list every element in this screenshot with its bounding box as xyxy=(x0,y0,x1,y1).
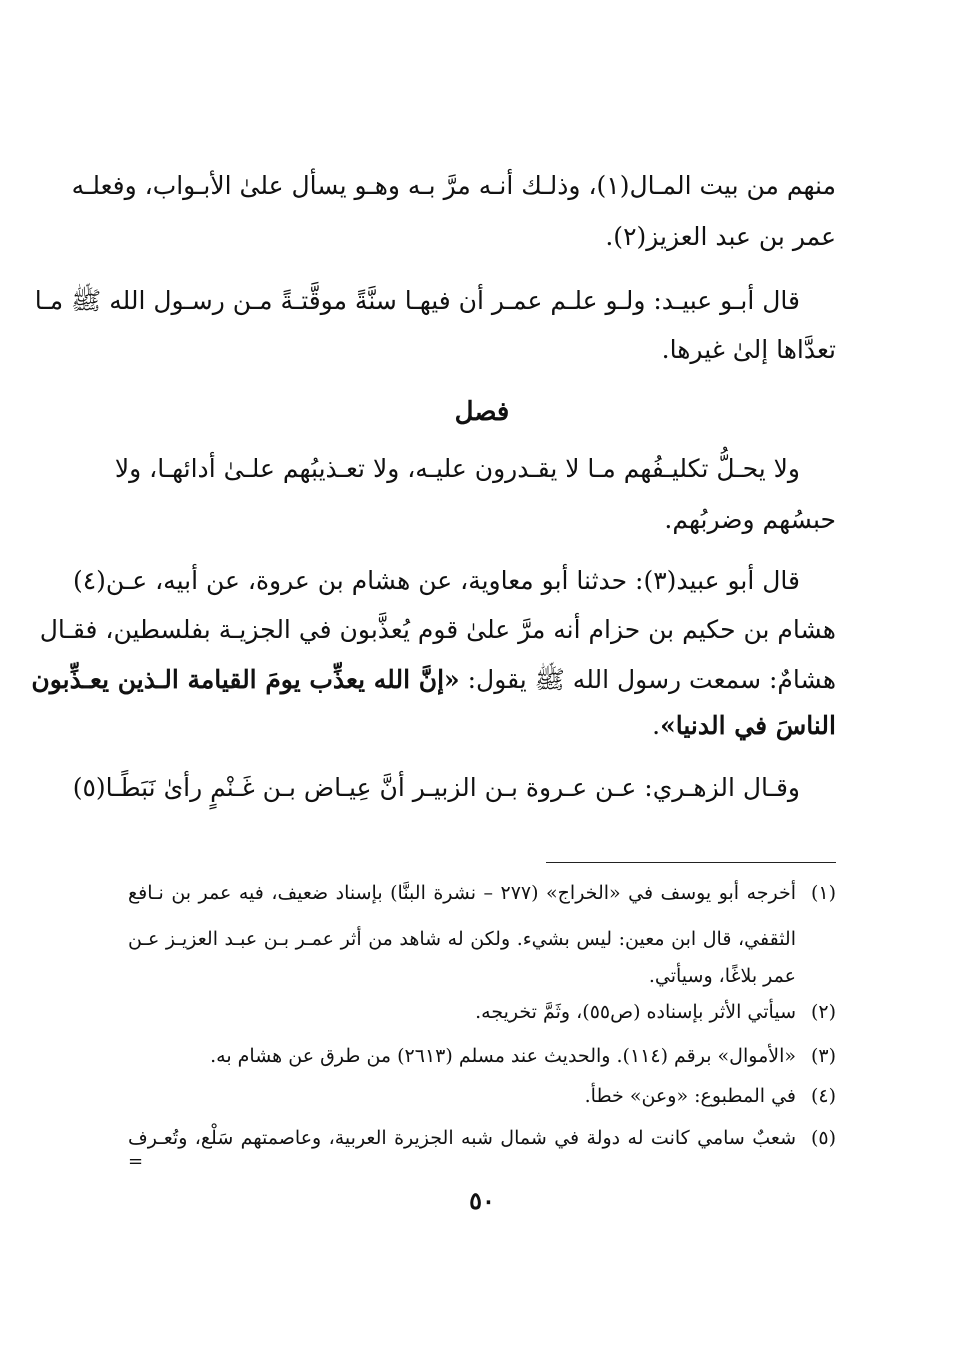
book-page xyxy=(31,0,837,1361)
paragraph-5-line-1: وقـال الزهـري: عـن عـروة بـن الزبيـر أنَّ عِيـاض بـن غَـنْمٍ رأىٰ نَبَطًـا(٥) xyxy=(72,773,800,802)
continuation-mark: = xyxy=(128,1151,144,1172)
footnote-4-text: في المطبوع: «وعن» خطأ. xyxy=(584,1085,796,1107)
section-heading: فصل xyxy=(454,397,510,427)
footnote-1-line-3: عمر بلاغًا، وسيأتي. xyxy=(648,965,796,987)
footnote-3 xyxy=(128,1040,836,1072)
paragraph-3-line-1: ولا يحـلُّ تكليـفُهم مـا لا يقـدرون عليـه، ولا تعـذيبُهم علـىٰ أدائهـا، ولا xyxy=(114,454,800,483)
footnote-1-line-2: الثقفي، قال ابن معين: ليس بشيء. ولكن له شاهد من أثر عمـر بـن عبـد العزيـز عـن xyxy=(128,928,796,950)
paragraph-2-line-1: قال أبـو عبيـد: ولـو علـم عمـر أن فيهـا سنَّةً موقَّتـةً مـن رسـول الله ﷺ مـا xyxy=(34,286,800,315)
paragraph-1-line-1: منهم من بيت المـال(١)، وذلـك أنـه مرَّ بـه وهـو يسأل علىٰ الأبـواب، وفعلـه xyxy=(71,171,836,200)
footnote-2-number: (٢) xyxy=(810,1001,836,1023)
paragraph-4-line-2: هشام بن حكيم بن حزام أنه مرَّ علىٰ قوم يُعذَّبون في الجزيـة بفلسطين، فقـال xyxy=(39,615,836,644)
paragraph-3-line-2: حبسُهم وضربُهم. xyxy=(664,505,836,534)
footnote-1-number: (١) xyxy=(810,882,837,904)
paragraph-4-line-3-text: هشامٌ: سمعت رسول الله ﷺ يقول: xyxy=(459,665,836,694)
paragraph-2-line-2: تعدَّاها إلىٰ غيرها. xyxy=(661,335,836,364)
footnote-3-text: «الأموال» برقم (١١٤). والحديث عند مسلم (٢٦١٣) من طرق عن هشام به. xyxy=(210,1045,796,1067)
footnote-2-text: سيأتي الأثر بإسناده (ص٥٥)، وثَمَّ تخريجه. xyxy=(475,1001,796,1023)
paragraph-1-line-2: عمر بن عبد العزيز(٢). xyxy=(605,222,836,251)
footnote-5-number: (٥) xyxy=(810,1127,836,1149)
footnote-3-number: (٣) xyxy=(810,1045,836,1067)
footnote-5 xyxy=(128,1122,836,1154)
footnote-4-number: (٤) xyxy=(810,1085,836,1107)
page-number: ٥٠ xyxy=(469,1186,495,1215)
paragraph-4-line-4 xyxy=(128,706,836,746)
paragraph-4-line-4-tail: . xyxy=(652,711,661,740)
footnote-1-text-1: أخرجه أبو يوسف في «الخراج» (٢٧٧ – نشرة البنَّا) بإسناد ضعيف، فيه عمر بن نـافع xyxy=(128,882,797,904)
footnote-4 xyxy=(128,1080,836,1112)
paragraph-4-line-3 xyxy=(31,660,836,700)
paragraph-4-line-1: قال أبو عبيد(٣): حدثنا أبو معاوية، عن هشام بن عروة، عن أبيه، عـن(٤) xyxy=(72,566,800,595)
footnote-1-line-1 xyxy=(128,877,836,909)
hadith-quote-part-2: الناسَ في الدنيا» xyxy=(660,711,836,740)
footnote-5-text: شعبٌ سامي كانت له دولة في شمال شبه الجزيرة العربية، وعاصمتهم سَلْع، وتُعـرف xyxy=(128,1127,796,1149)
footnote-separator xyxy=(546,862,836,863)
footnote-2 xyxy=(128,996,836,1028)
hadith-quote-part-1: «إنَّ الله يعذِّب يومَ القيامة الـذين يعـذِّبون xyxy=(31,665,460,694)
